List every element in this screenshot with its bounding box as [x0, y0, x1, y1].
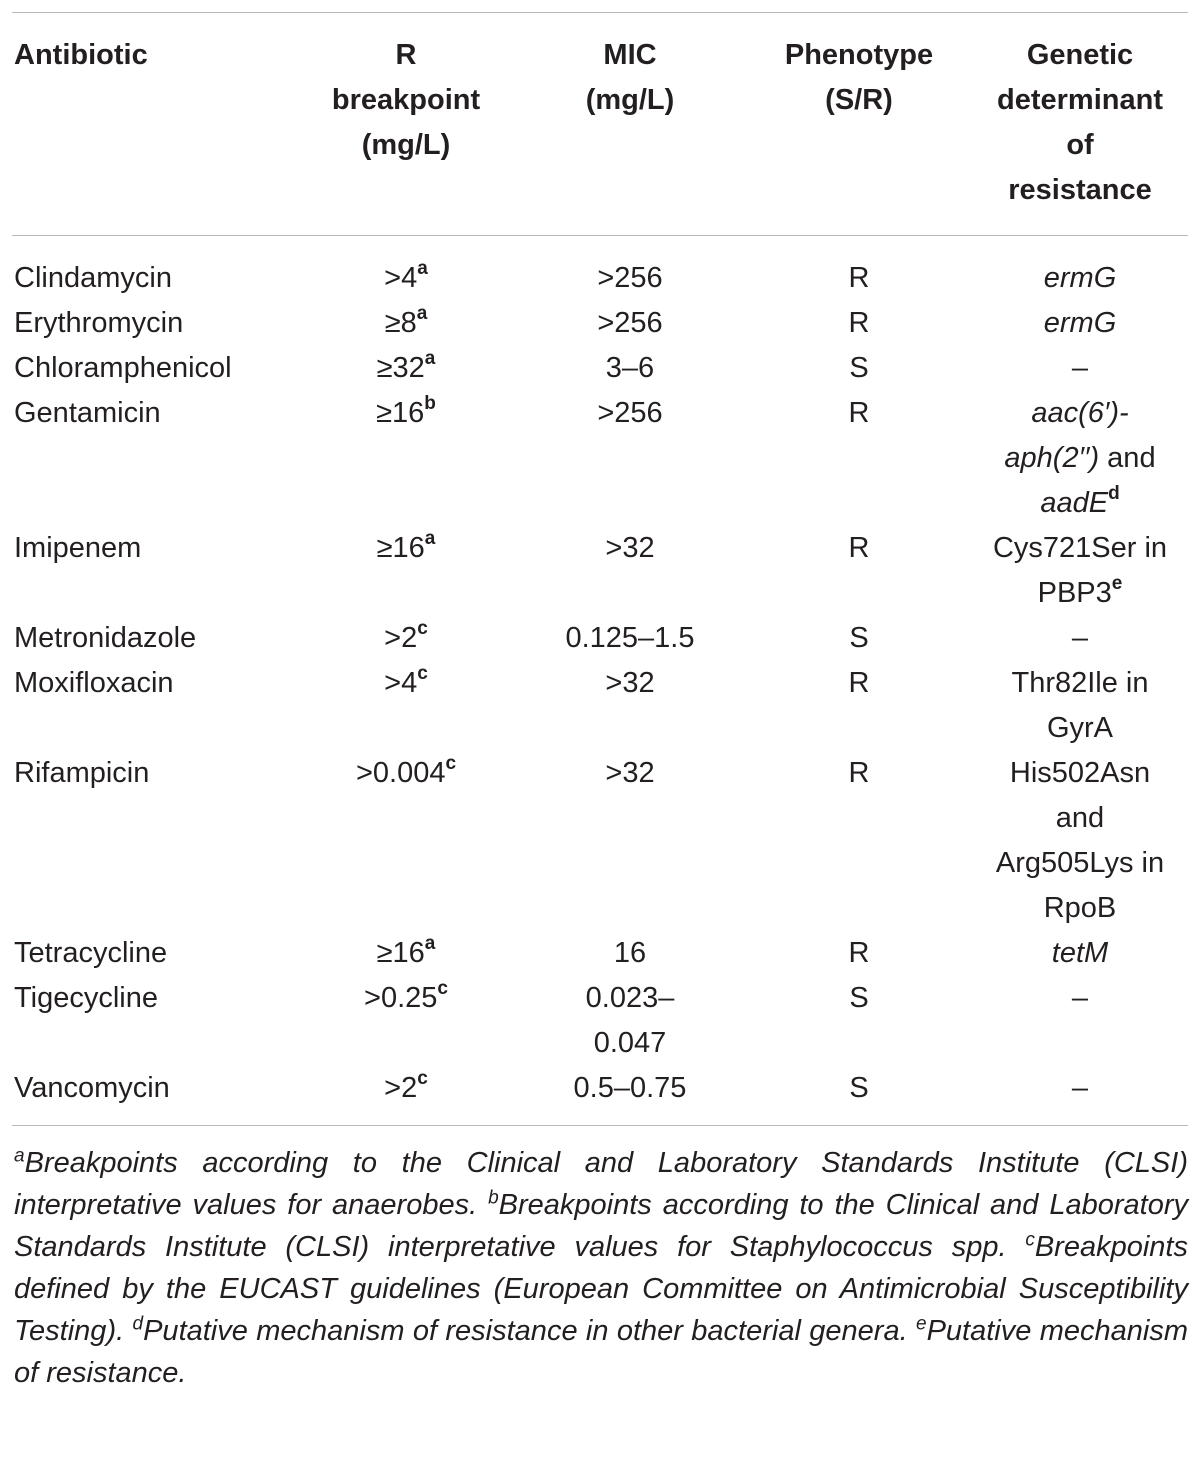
footnote-mark: a [424, 348, 436, 370]
breakpoint-value: >2 [384, 622, 418, 654]
genetic-line: RpoB [1043, 892, 1117, 924]
gene-name: aadE [1040, 487, 1109, 519]
cell-genetic: – [1071, 352, 1089, 384]
cell-genetic: – [1071, 622, 1089, 654]
footnote-b-text: Breakpoints according to the Clinical and Laboratory Standards Institute (CLSI) interpretative values for Staphylococcus spp. [14, 1189, 1188, 1263]
cell-phenotype: R [848, 397, 870, 429]
cell-mic: >32 [605, 757, 655, 789]
footnote-e-mark: e [916, 1313, 927, 1335]
cell-antibiotic: Gentamicin [14, 397, 161, 429]
table-container [12, 12, 1188, 1394]
breakpoint-value: >0.25 [364, 982, 438, 1014]
cell-genetic [972, 391, 1188, 526]
breakpoint-value: ≥16 [376, 937, 425, 969]
footnote-a-text: Breakpoints according to the Clinical and Laboratory Standards Institute (CLSI) interpretative values for anaerobes. [14, 1147, 1188, 1221]
header-antibiotic: Antibiotic [14, 39, 148, 71]
footnote-d-text: Putative mechanism of resistance in other bacterial genera. [143, 1315, 908, 1347]
cell-antibiotic: Erythromycin [14, 307, 184, 339]
header-genetic-line-1: Genetic [1026, 39, 1134, 71]
cell-genetic [972, 751, 1188, 931]
footnote-mark: c [417, 1068, 428, 1090]
cell-phenotype: R [848, 532, 870, 564]
mic-line: 0.047 [593, 1027, 667, 1059]
cell-antibiotic: Imipenem [14, 532, 142, 564]
cell-antibiotic: Chloramphenicol [14, 352, 232, 384]
footnote-c-mark: c [1025, 1229, 1035, 1251]
header-mic [514, 13, 746, 236]
cell-phenotype: S [849, 1072, 869, 1104]
table-row [12, 526, 1188, 616]
table-row [12, 301, 1188, 346]
table-row [12, 931, 1188, 976]
header-breakpoint-line-2: breakpoint [331, 84, 481, 116]
genetic-line: Thr82Ile in [1011, 667, 1149, 699]
genetic-line: Arg505Lys in [995, 847, 1165, 879]
gene-name: aac(6′)- [1031, 397, 1129, 429]
antibiotic-susceptibility-table [12, 12, 1188, 1126]
cell-phenotype: R [848, 757, 870, 789]
cell-mic [514, 976, 746, 1066]
footnote-b-mark: b [488, 1187, 499, 1209]
header-genetic-line-2: determinant [997, 84, 1163, 116]
cell-genetic: tetM [1051, 937, 1109, 969]
cell-antibiotic: Metronidazole [14, 622, 197, 654]
cell-phenotype: S [849, 352, 869, 384]
header-genetic-line-4: resistance [1008, 174, 1152, 206]
breakpoint-value: >0.004 [355, 757, 446, 789]
cell-antibiotic: Rifampicin [14, 757, 150, 789]
cell-breakpoint [298, 1066, 514, 1126]
footnote-mark: d [1108, 483, 1120, 505]
table-row [12, 1066, 1188, 1126]
header-breakpoint [298, 13, 514, 236]
cell-breakpoint [298, 931, 514, 976]
cell-breakpoint [298, 526, 514, 616]
footnote-e-text: Putative mechanism of resistance. [14, 1315, 1188, 1389]
table-row [12, 346, 1188, 391]
footnote-mark: c [445, 753, 457, 775]
cell-breakpoint [298, 301, 514, 346]
cell-antibiotic: Moxifloxacin [14, 667, 174, 699]
footnote-c-text: Breakpoints defined by the EUCAST guidelines (European Committee on Antimicrobial Susceptibility Testing). [14, 1231, 1188, 1347]
cell-phenotype: S [849, 622, 869, 654]
cell-mic: >32 [605, 667, 655, 699]
cell-mic: 3–6 [605, 352, 655, 384]
cell-breakpoint [298, 661, 514, 751]
header-phenotype [746, 13, 972, 236]
table-row [12, 236, 1188, 302]
footnote-mark: a [424, 933, 436, 955]
footnote-mark: c [417, 618, 428, 640]
genetic-line: Cys721Ser in [992, 532, 1168, 564]
cell-phenotype: R [848, 307, 870, 339]
header-phenotype-line-1: Phenotype [784, 39, 934, 71]
cell-breakpoint [298, 346, 514, 391]
gene-name: aph(2′′) [1004, 442, 1100, 474]
cell-mic: >256 [597, 262, 663, 294]
footnote-d-mark: d [132, 1313, 144, 1335]
breakpoint-value: ≥16 [376, 532, 425, 564]
cell-breakpoint [298, 616, 514, 661]
breakpoint-value: >4 [384, 262, 418, 294]
cell-genetic [972, 526, 1188, 616]
cell-genetic: – [1071, 982, 1089, 1014]
table-footnotes [12, 1142, 1188, 1394]
cell-mic: 0.5–0.75 [573, 1072, 687, 1104]
cell-genetic: ermG [1043, 262, 1117, 294]
cell-antibiotic: Tigecycline [14, 982, 158, 1014]
table-row [12, 661, 1188, 751]
footnote-mark: c [437, 978, 448, 1000]
table-row [12, 751, 1188, 931]
cell-breakpoint [298, 391, 514, 526]
header-mic-line-2: (mg/L) [585, 84, 675, 116]
cell-antibiotic: Tetracycline [14, 937, 168, 969]
cell-breakpoint [298, 976, 514, 1066]
cell-mic: 16 [613, 937, 647, 969]
cell-antibiotic: Clindamycin [14, 262, 172, 294]
genetic-line: GyrA [1046, 712, 1114, 744]
breakpoint-value: ≥16 [376, 397, 425, 429]
table-row [12, 391, 1188, 526]
cell-mic: 0.125–1.5 [565, 622, 695, 654]
breakpoint-value: ≥8 [384, 307, 417, 339]
footnote-mark: c [417, 663, 428, 685]
genetic-line: and [1055, 802, 1105, 834]
header-breakpoint-line-3: (mg/L) [361, 129, 451, 161]
footnote-mark: a [416, 303, 428, 325]
mic-line: 0.023– [585, 982, 675, 1014]
genetic-line: PBP3 [1037, 577, 1112, 609]
cell-mic: >256 [597, 307, 663, 339]
breakpoint-value: ≥32 [376, 352, 425, 384]
footnote-mark: e [1111, 573, 1123, 595]
genetic-line: His502Asn [1009, 757, 1151, 789]
cell-phenotype: R [848, 262, 870, 294]
table-row [12, 976, 1188, 1066]
cell-antibiotic: Vancomycin [14, 1072, 170, 1104]
header-phenotype-line-2: (S/R) [825, 84, 893, 116]
header-genetic-determinant [972, 13, 1188, 236]
footnote-mark: a [417, 258, 428, 280]
cell-genetic: – [1071, 1072, 1089, 1104]
cell-phenotype: S [849, 982, 869, 1014]
breakpoint-value: >4 [384, 667, 418, 699]
cell-mic: >256 [597, 397, 663, 429]
header-genetic-line-3: of [1066, 129, 1094, 161]
genetic-conjunction: and [1099, 442, 1156, 474]
breakpoint-value: >2 [384, 1072, 418, 1104]
footnote-a-mark: a [14, 1145, 25, 1167]
cell-phenotype: R [848, 937, 870, 969]
header-mic-line-1: MIC [603, 39, 657, 71]
cell-breakpoint [298, 751, 514, 931]
table-header-row [12, 13, 1188, 236]
cell-mic: >32 [605, 532, 655, 564]
cell-phenotype: R [848, 667, 870, 699]
cell-genetic: ermG [1043, 307, 1117, 339]
footnote-mark: a [424, 528, 436, 550]
table-row [12, 616, 1188, 661]
footnote-mark: b [424, 393, 436, 415]
header-breakpoint-line-1: R [395, 39, 417, 71]
cell-genetic [972, 661, 1188, 751]
cell-breakpoint [298, 236, 514, 302]
